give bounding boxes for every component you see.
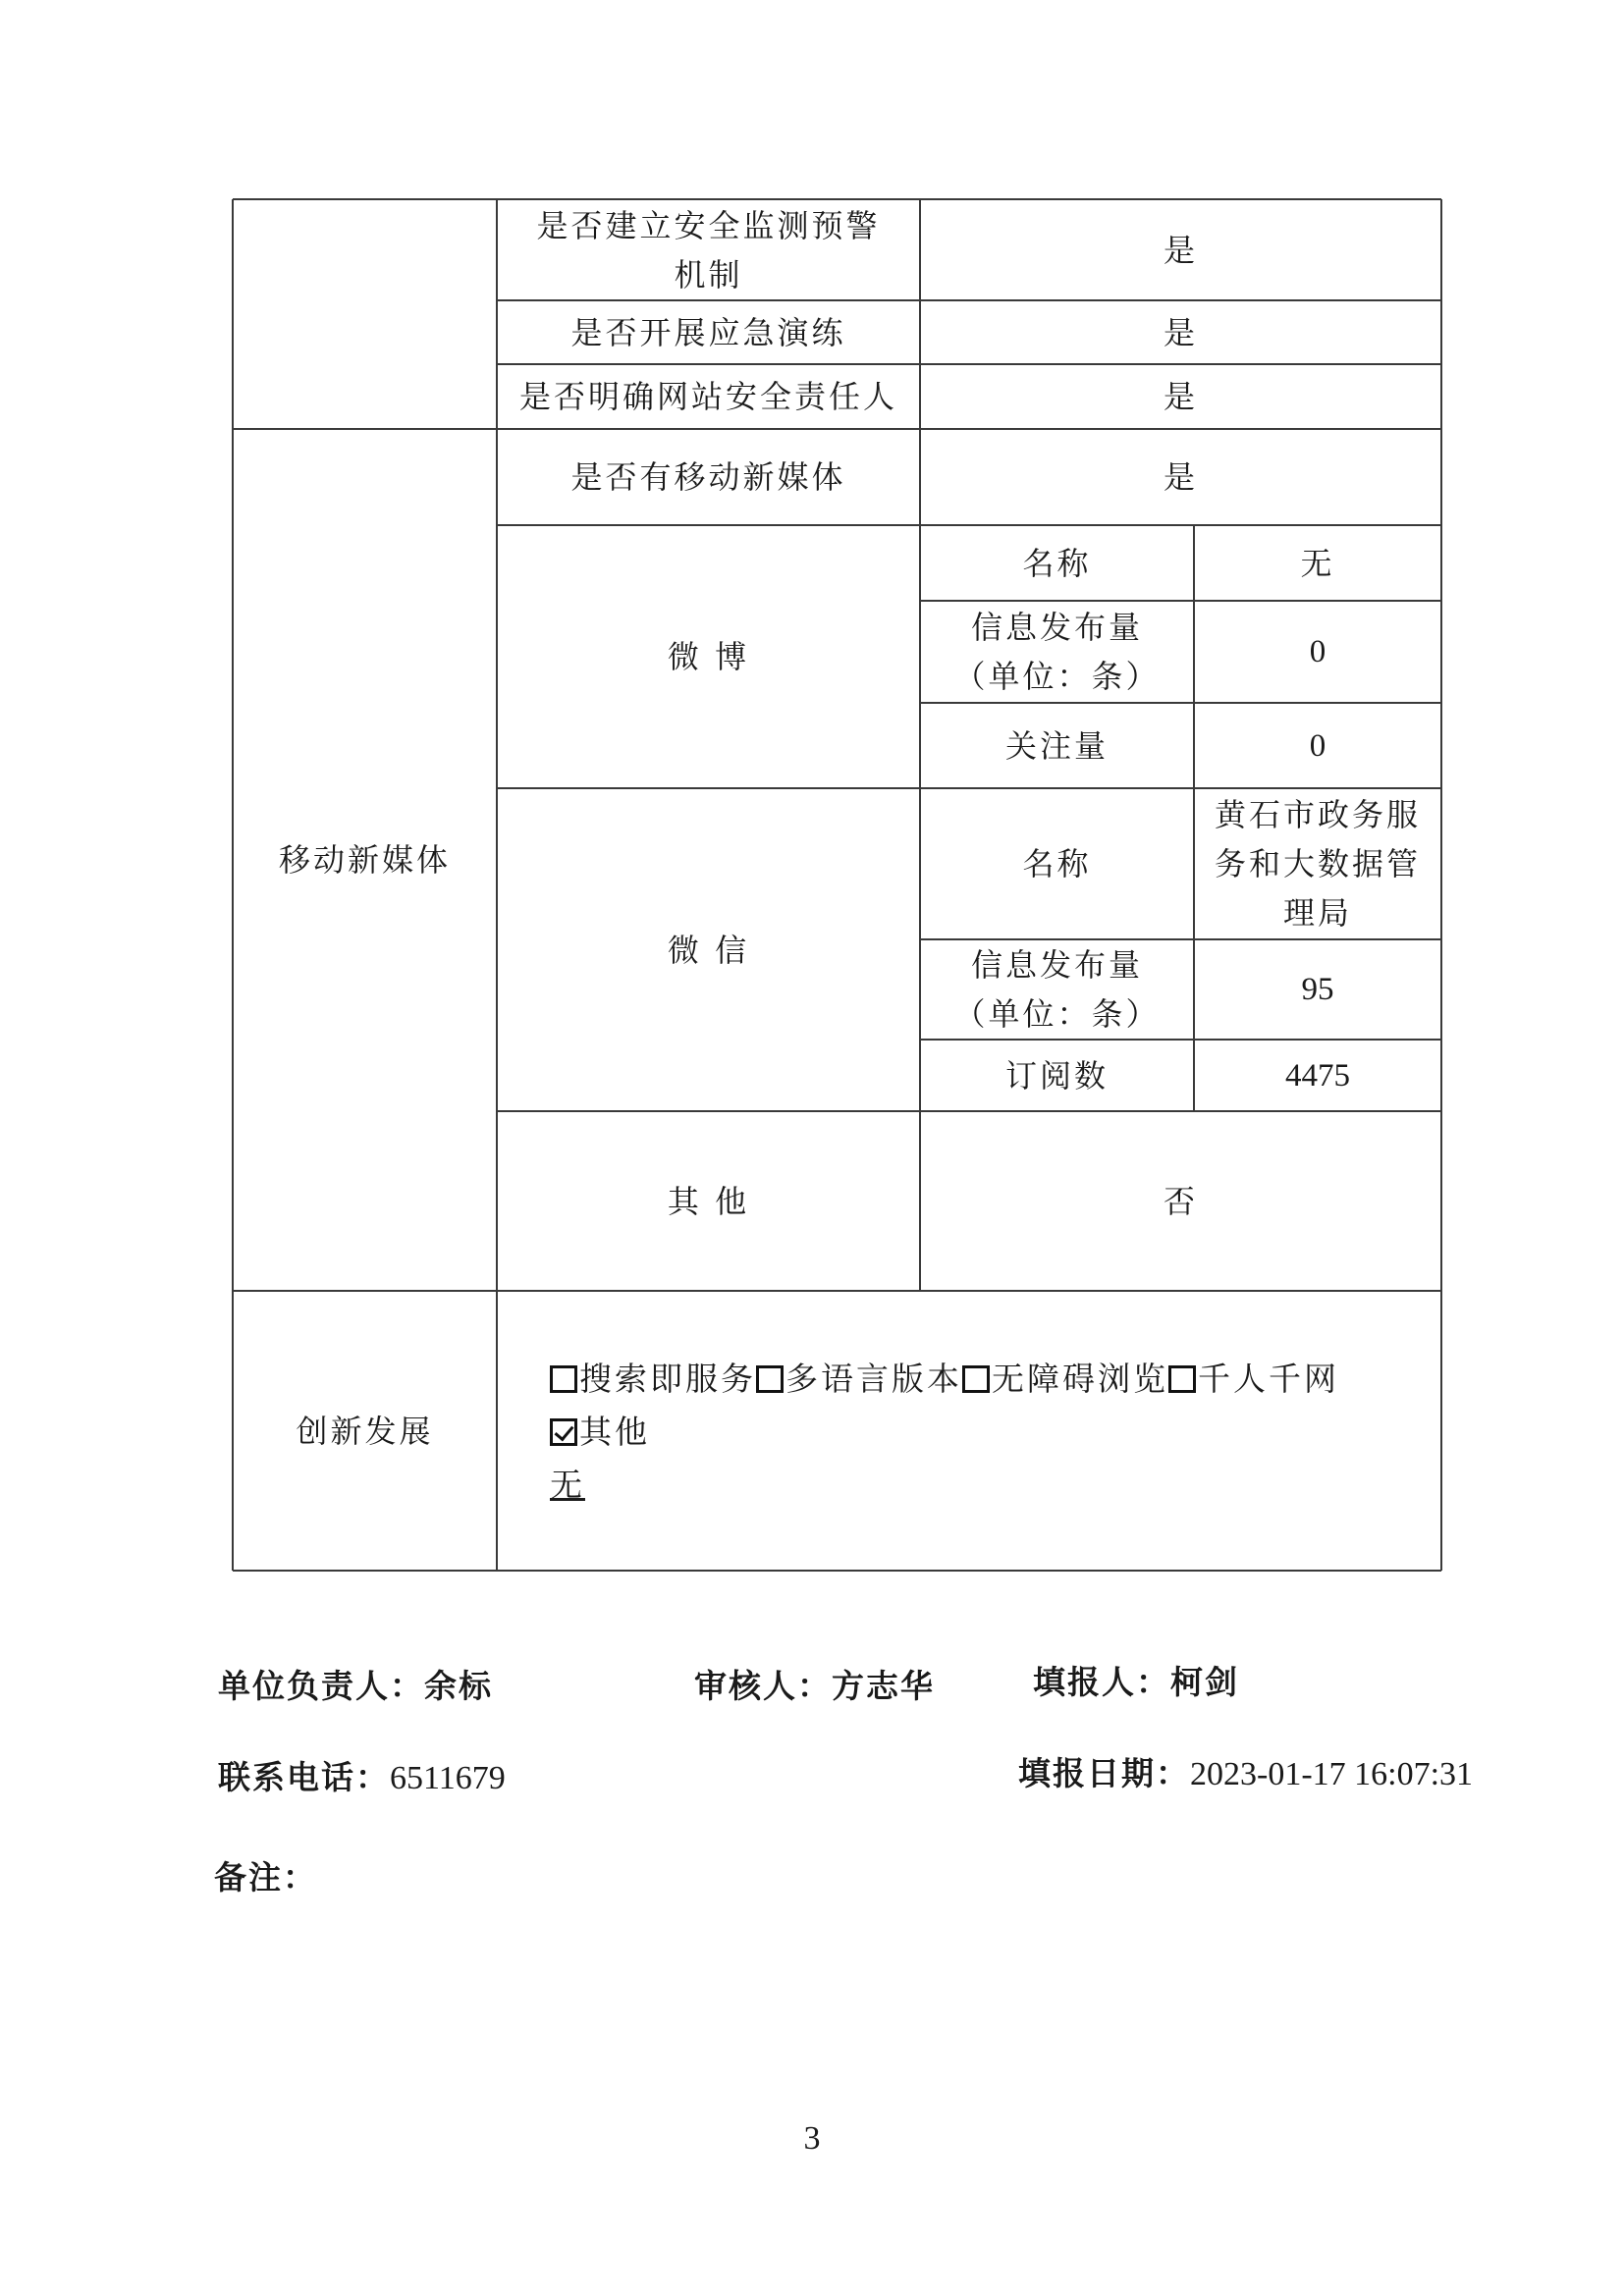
wechat-subs-value: 4475 (1285, 1057, 1350, 1094)
weibo-follow-label: 关注量 (1004, 726, 1109, 765)
monitoring-value: 是 (1163, 231, 1198, 269)
monitoring-label: 是否建立安全监测预警机制 (536, 206, 881, 294)
option-multilingual[interactable]: 多语言版本 (756, 1360, 962, 1398)
drill-label: 是否开展应急演练 (570, 313, 846, 351)
checkbox-empty-icon[interactable] (550, 1365, 577, 1393)
weibo-posts-label: 信息发布量（单位：条） (953, 609, 1161, 695)
weibo-posts-value: 0 (1309, 634, 1326, 669)
checkbox-empty-icon[interactable] (756, 1365, 784, 1393)
reviewer: 审核人：方志华 (694, 1667, 935, 1705)
option-accessibility[interactable]: 无障碍浏览 (962, 1360, 1168, 1398)
wechat-name-label: 名称 (1022, 845, 1092, 882)
page-number: 3 (803, 2120, 821, 2157)
weibo-name-label: 名称 (1022, 544, 1092, 582)
wechat-posts-value: 95 (1301, 972, 1334, 1007)
innovation-other-text: 无 (550, 1466, 585, 1504)
filler: 填报人：柯剑 (1033, 1663, 1239, 1701)
has-media-value: 是 (1163, 458, 1198, 496)
wechat-posts-label: 信息发布量（单位：条） (953, 946, 1161, 1033)
responsible-value: 是 (1163, 378, 1198, 415)
wechat-subs-label: 订阅数 (1004, 1056, 1109, 1095)
checkbox-empty-icon[interactable] (1168, 1365, 1196, 1393)
weibo-name-value: 无 (1300, 544, 1335, 582)
weibo-label: 微 博 (667, 638, 750, 675)
weibo-follow-value: 0 (1309, 727, 1326, 764)
checkbox-empty-icon[interactable] (962, 1365, 990, 1393)
section-innovation: 创新发展 (296, 1412, 434, 1450)
drill-value: 是 (1163, 313, 1198, 351)
contact-phone: 联系电话：6511679 (218, 1758, 506, 1796)
unit-head: 单位负责人：余标 (218, 1667, 493, 1705)
wechat-label: 微 信 (667, 931, 750, 969)
option-other[interactable]: 其他 (550, 1413, 650, 1451)
section-mobile-media: 移动新媒体 (278, 841, 451, 879)
checkbox-checked-icon[interactable] (550, 1418, 577, 1446)
wechat-name-value: 黄石市政务服务和大数据管理局 (1214, 796, 1421, 932)
option-search-as-service[interactable]: 搜索即服务 (550, 1360, 756, 1398)
remarks-label: 备注： (214, 1858, 317, 1896)
has-media-label: 是否有移动新媒体 (570, 458, 846, 496)
fill-date: 填报日期：2023-01-17 16:07:31 (1018, 1754, 1474, 1792)
other-value: 否 (1163, 1182, 1198, 1220)
responsible-label: 是否明确网站安全责任人 (518, 378, 897, 415)
other-label: 其 他 (667, 1182, 750, 1220)
option-personalized[interactable]: 千人千网 (1168, 1360, 1339, 1398)
innovation-options (550, 1353, 1434, 1512)
